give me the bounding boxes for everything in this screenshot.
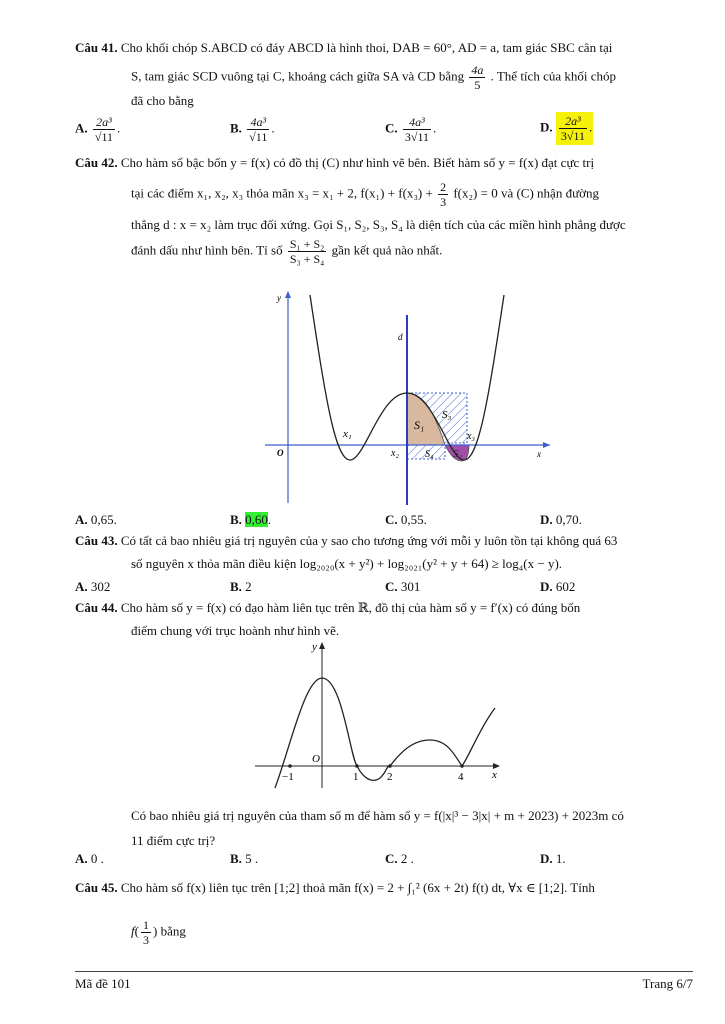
q43-text-2: số nguyên x thỏa mãn điều kiện log₂₀₂₀(x + y²) + log₂₀₂₁(y² + y + 64) ≥ log₄(x − y). <box>131 556 563 571</box>
q45-line1: Câu 45. Cho hàm số f(x) liên tục trên [1;2] thoả mãn f(x) = 2 + ∫₁² (6x + 2t) f(t) dt, ∀x ∈ [1;2]. Tính <box>75 880 595 895</box>
q43-line1: Câu 43. Có tất cả bao nhiêu giá trị nguyên của y sao cho tương ứng với mỗi y luôn tồn tại không quá 63 <box>75 533 618 548</box>
q44-line1: Câu 44. Cho hàm số y = f(x) có đạo hàm liên tục trên ℝ, đồ thị của hàm số y = f′(x) có đúng bốn <box>75 600 581 615</box>
q42-line2: tại các điểm x₁, x₂, x₃ thỏa mãn x₃ = x₁ + 2, f(x₁) + f(x₃) + $\frac{2}{3}$ f(x₂) = 0 và (C) nhận đường <box>131 180 599 209</box>
q44-option-d[interactable]: D. 1. <box>540 851 566 866</box>
q41-option-b[interactable]: B. $\frac{\text{4a³}}{√11}$ . <box>230 115 275 144</box>
y-label: y <box>312 641 317 653</box>
x2-label: x₂ <box>391 448 399 459</box>
y-axis-arrow-icon <box>285 291 291 298</box>
footer-exam-code: Mã đề 101 <box>75 976 131 991</box>
q43-option-a[interactable]: A. 302 <box>75 579 111 594</box>
origin-label: O <box>277 448 284 458</box>
q42-option-d[interactable]: D. 0,70. <box>540 512 582 527</box>
q41-option-a[interactable]: A. $\frac{\text{2a³}}{√11}$ . <box>75 115 121 144</box>
q44-text-2: điểm chung với trục hoành như hình vẽ. <box>131 623 340 638</box>
q42-line4: đánh dấu như hình bên. Tỉ số $\frac{\text{S₁ + S₂}}{\text{S₃ + S₄}}$ gần kết quả nào nhất. <box>131 237 443 266</box>
q43-number: Câu 43. <box>75 533 118 548</box>
q41-text-2b: . Thể tích của khối chóp <box>490 68 616 84</box>
tick-label-1: 1 <box>353 771 359 783</box>
q44-option-b[interactable]: B. 5 . <box>230 851 259 866</box>
q41-line1 <box>75 40 612 56</box>
root-point-minus1 <box>288 764 292 768</box>
q41-line2 <box>131 63 616 92</box>
s2-label: S₂ <box>453 448 463 460</box>
q43-option-d[interactable]: D. 602 <box>540 579 576 594</box>
q41-text-2a: S, tam giác SCD vuông tại C, khoảng cách giữa SA và CD bằng <box>131 68 465 84</box>
y-axis-arrow-icon <box>319 642 325 649</box>
root-point-1 <box>355 764 359 768</box>
q41-answer-highlight: $\frac{\text{2a³}}{3√11}$ . <box>556 112 593 145</box>
q42-number: Câu 42. <box>75 155 118 170</box>
tick-label-minus1: −1 <box>282 771 294 783</box>
q44-number: Câu 44. <box>75 600 118 615</box>
q42-option-b[interactable]: B. 0,60. <box>230 512 272 527</box>
y-label: y <box>277 293 281 303</box>
tick-label-2: 2 <box>387 771 393 783</box>
q42-text-3: thẳng d : x = x₂ làm trục đối xứng. Gọi S₁, S₂, S₃, S₄ là diện tích của các miền hình phẳng được <box>131 217 626 232</box>
q44-option-a[interactable]: A. 0 . <box>75 851 104 866</box>
s3-label: S₃ <box>442 409 452 421</box>
footer-page-number: Trang 6/7 <box>642 976 693 991</box>
q45-line2: f( $\frac{1}{3}$ ) bằng <box>131 918 186 947</box>
q41-fraction: $\frac{4a}{5}$ <box>471 63 484 92</box>
d-label: d <box>398 332 403 342</box>
q41-text-3: đã cho bằng <box>131 93 194 108</box>
root-point-4 <box>460 764 464 768</box>
x-label: x <box>537 449 541 459</box>
q42-line1 <box>75 155 594 171</box>
q44-text-3: Có bao nhiêu giá trị nguyên của tham số m để hàm số y = f(|x|³ − 3|x| + m + 2023) + 2023m có <box>131 808 624 823</box>
x1-label: x₁ <box>343 428 352 440</box>
x3-label: x₃ <box>467 431 475 442</box>
q42-answer-highlight: 0,60 <box>245 512 268 527</box>
root-point-2 <box>388 764 392 768</box>
q42-text-1: Cho hàm số bậc bốn y = f(x) có đồ thị (C) như hình vẽ bên. Biết hàm số y = f(x) đạt cực trị <box>120 155 595 170</box>
x-axis-arrow-icon <box>543 442 550 448</box>
q44-graph <box>250 638 510 793</box>
q41-text-1: Cho khối chóp S.ABCD có đáy ABCD là hình thoi, DAB = 60°, AD = a, tam giác SBC cân tại <box>120 40 613 55</box>
s1-label: S₁ <box>414 418 425 432</box>
q42-graph <box>255 285 560 510</box>
q43-option-c[interactable]: C. 301 <box>385 579 421 594</box>
q45-number: Câu 45. <box>75 880 118 895</box>
q42-option-c[interactable]: C. 0,55. <box>385 512 427 527</box>
q41-option-c[interactable]: C. $\frac{\text{4a³}}{3√11}$ . <box>385 115 437 144</box>
q43-option-b[interactable]: B. 2 <box>230 579 252 594</box>
x-label: x <box>492 769 497 781</box>
s4-label: S₄ <box>425 449 434 460</box>
q41-number: Câu 41. <box>75 40 118 55</box>
q44-option-c[interactable]: C. 2 . <box>385 851 414 866</box>
tick-label-4: 4 <box>458 771 464 783</box>
q41-option-d[interactable]: D. $\frac{\text{2a³}}{3√11}$ . <box>540 114 593 143</box>
q44-text-4: 11 điểm cực trị? <box>131 833 216 848</box>
footer-divider <box>75 971 693 972</box>
q42-option-a[interactable]: A. 0,65. <box>75 512 117 527</box>
origin-label: O <box>312 753 320 765</box>
